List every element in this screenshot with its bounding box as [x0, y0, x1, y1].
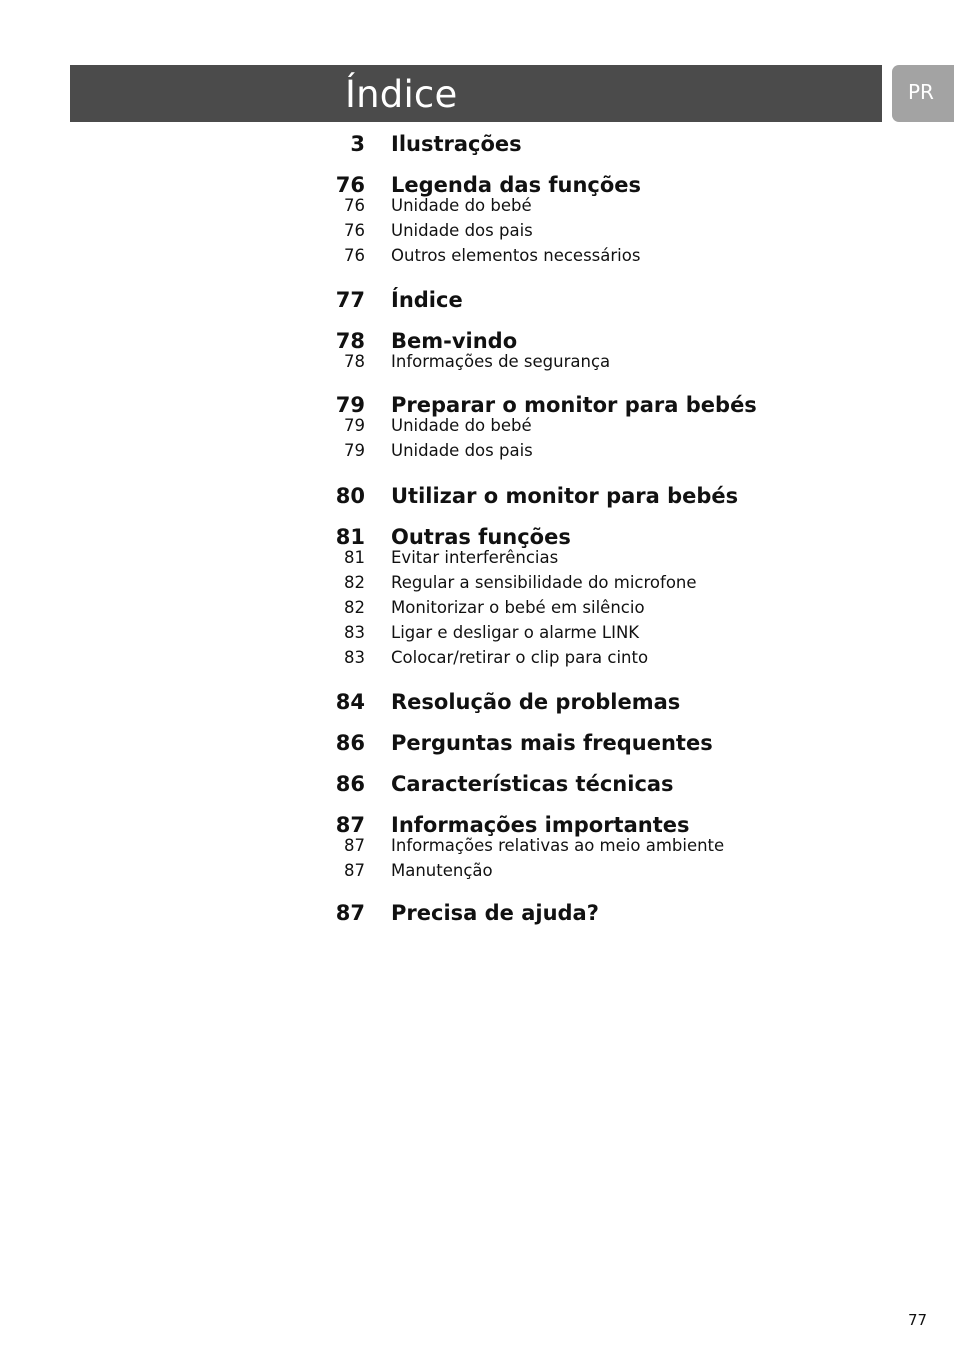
- toc-entry-page: 87: [335, 813, 365, 837]
- toc-entry: [320, 285, 790, 315]
- toc-subentry-page: 87: [344, 836, 365, 855]
- toc-subentry-title: Informações de segurança: [391, 352, 611, 371]
- toc-subentry-title: Colocar/retirar o clip para cinto: [391, 648, 649, 667]
- toc-entry-title: Legenda das funções: [391, 173, 642, 197]
- toc-subentry: [320, 439, 790, 463]
- page-number: 77: [908, 1311, 928, 1329]
- toc-subentry-page: 79: [344, 441, 365, 460]
- toc-subentry-page: 76: [344, 221, 365, 240]
- toc-subentry: [320, 834, 790, 858]
- toc-entry-page: 86: [335, 731, 365, 755]
- toc-entry-title: Preparar o monitor para bebés: [391, 393, 757, 417]
- toc-entry: [320, 728, 790, 758]
- toc-entry-page: 80: [335, 484, 365, 508]
- toc-subentry: [320, 546, 790, 570]
- toc-entry: [320, 481, 790, 511]
- toc-subentry-title: Unidade dos pais: [391, 441, 533, 460]
- toc-entry-page: 79: [335, 393, 365, 417]
- toc-subentry-page: 79: [344, 416, 365, 435]
- toc-entry-title: Outras funções: [391, 525, 571, 549]
- page-title: Índice: [345, 73, 458, 116]
- toc-entry-title: Ilustrações: [391, 132, 522, 156]
- toc-entry-page: 77: [335, 288, 365, 312]
- toc-subentry-title: Ligar e desligar o alarme LINK: [391, 623, 640, 642]
- header-bar: [70, 65, 882, 122]
- toc-entry-title: Bem-vindo: [391, 329, 518, 353]
- toc-subentry-title: Unidade do bebé: [391, 416, 532, 435]
- language-tab: PR: [892, 65, 954, 122]
- toc-subentry: [320, 571, 790, 595]
- toc-subentry-page: 76: [344, 246, 365, 265]
- toc-subentry-page: 83: [344, 623, 365, 642]
- toc-subentry-page: 76: [344, 196, 365, 215]
- toc-subentry-title: Unidade dos pais: [391, 221, 533, 240]
- toc-entry-title: Perguntas mais frequentes: [391, 731, 713, 755]
- toc-subentry-title: Unidade do bebé: [391, 196, 532, 215]
- toc-subentry-title: Monitorizar o bebé em silêncio: [391, 598, 645, 617]
- toc-subentry: [320, 219, 790, 243]
- toc-subentry-title: Manutenção: [391, 861, 493, 880]
- toc-entry: [320, 769, 790, 799]
- toc-subentry-title: Regular a sensibilidade do microfone: [391, 573, 697, 592]
- toc-entry-page: 3: [350, 132, 365, 156]
- toc-entry-title: Informações importantes: [391, 813, 690, 837]
- toc-entry: [320, 687, 790, 717]
- toc-subentry: [320, 596, 790, 620]
- toc-subentry-page: 78: [344, 352, 365, 371]
- toc-subentry-title: Informações relativas ao meio ambiente: [391, 836, 725, 855]
- toc-subentry: [320, 621, 790, 645]
- toc-entry-page: 78: [335, 329, 365, 353]
- toc-subentry: [320, 414, 790, 438]
- toc-subentry-page: 82: [344, 573, 365, 592]
- toc-entry-page: 84: [335, 690, 365, 714]
- toc-entry-page: 86: [335, 772, 365, 796]
- toc-entry: [320, 898, 790, 928]
- toc-subentry: [320, 350, 790, 374]
- toc-subentry: [320, 859, 790, 883]
- toc-entry-title: Características técnicas: [391, 772, 674, 796]
- toc-subentry: [320, 646, 790, 670]
- toc-entry-title: Índice: [391, 288, 463, 312]
- toc-entry-page: 87: [335, 901, 365, 925]
- toc-subentry: [320, 194, 790, 218]
- toc-entry: [320, 129, 790, 159]
- toc-subentry-page: 82: [344, 598, 365, 617]
- toc-subentry-page: 83: [344, 648, 365, 667]
- toc-subentry-page: 81: [344, 548, 365, 567]
- toc-subentry-title: Evitar interferências: [391, 548, 559, 567]
- toc-entry-title: Precisa de ajuda?: [391, 901, 599, 925]
- toc-subentry: [320, 244, 790, 268]
- toc-entry-page: 81: [335, 525, 365, 549]
- toc-entry-title: Resolução de problemas: [391, 690, 681, 714]
- toc-subentry-title: Outros elementos necessários: [391, 246, 641, 265]
- toc-entry-title: Utilizar o monitor para bebés: [391, 484, 739, 508]
- toc-subentry-page: 87: [344, 861, 365, 880]
- toc-entry-page: 76: [335, 173, 365, 197]
